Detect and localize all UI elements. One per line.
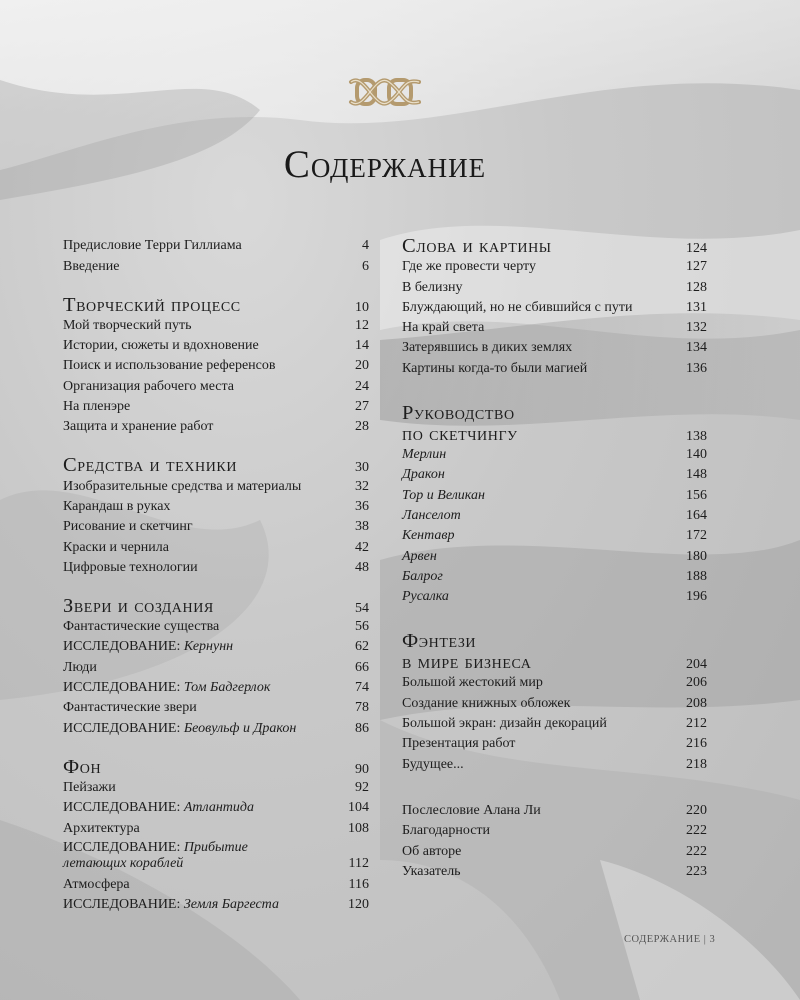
toc-section-words-pictures <box>402 236 707 379</box>
toc-entry: Балрог 188 <box>402 568 707 584</box>
toc-entry: Краски и чернила 42 <box>63 539 369 555</box>
toc-section-media-techniques <box>63 455 369 577</box>
toc-entry: Создание книжных обложек 208 <box>402 695 707 711</box>
section-heading-line2: в мире бизнеса 204 <box>402 651 707 674</box>
section-heading-line1: Руководство <box>402 401 515 424</box>
toc-entry: Защита и хранение работ 28 <box>63 419 369 435</box>
toc-entry: Указатель 223 <box>402 863 707 879</box>
toc-entry: Фантастические существа 56 <box>63 619 369 635</box>
section-heading: Средства и техники 30 <box>63 454 369 477</box>
toc-section-sketching-guide <box>402 403 707 607</box>
toc-entry: Большой жестокий мир 206 <box>402 675 707 691</box>
toc-entry: Презентация работ 216 <box>402 736 707 752</box>
toc-entry: Где же провести черту 127 <box>402 259 707 275</box>
section-heading: Творческий процесс 10 <box>63 293 369 316</box>
page-footer: СОДЕРЖАНИЕ | 3 <box>624 934 716 945</box>
toc-entry: В белизну 128 <box>402 279 707 295</box>
toc-intro <box>63 236 369 277</box>
toc-entry: Введение 6 <box>63 258 369 274</box>
toc-entry: ИССЛЕДОВАНИЕ: Беовульф и Дракон 86 <box>63 720 369 736</box>
toc-section-creative-process <box>63 295 369 438</box>
toc-entry: Мой творческий путь 12 <box>63 317 369 333</box>
section-heading-line1: Фэнтези <box>402 630 477 653</box>
toc-section-beasts-creatures <box>63 596 369 739</box>
toc-entry: Карандаш в руках 36 <box>63 498 369 514</box>
toc-entry: Пейзажи 92 <box>63 779 369 795</box>
toc-entry: На край света 132 <box>402 320 707 336</box>
toc-entry: Рисование и скетчинг 38 <box>63 519 369 535</box>
toc-entry: Арвен 180 <box>402 548 707 564</box>
toc-entry: Изобразительные средства и материалы 32 <box>63 478 369 494</box>
toc-entry: Организация рабочего места 24 <box>63 378 369 394</box>
toc-entry: Затерявшись в диких землях 134 <box>402 340 707 356</box>
toc-entry: Дракон 148 <box>402 467 707 483</box>
toc-right-column <box>402 236 707 900</box>
toc-section-fantasy-business <box>402 631 707 774</box>
toc-entry: Блуждающий, но не сбившийся с пути 131 <box>402 299 707 315</box>
celtic-knot-icon <box>345 70 425 114</box>
toc-entry: ИССЛЕДОВАНИЕ: Кернунн 62 <box>63 639 369 655</box>
section-heading-line2: по скетчингу 138 <box>402 422 707 445</box>
toc-entry: ИССЛЕДОВАНИЕ: Том Бадгерлок 74 <box>63 680 369 696</box>
toc-entry: Мерлин 140 <box>402 447 707 463</box>
toc-entry: Архитектура 108 <box>63 820 369 836</box>
toc-entry: Будущее... 218 <box>402 756 707 772</box>
toc-entry: Благодарности 222 <box>402 823 707 839</box>
section-heading: Фон 90 <box>63 755 369 778</box>
toc-entry-multiline: ИССЛЕДОВАНИЕ: Прибытие летающих кораблей 112 <box>63 839 369 871</box>
toc-entry: Цифровые технологии 48 <box>63 559 369 575</box>
toc-entry: Предисловие Терри Гиллиама 4 <box>63 238 369 254</box>
toc-entry: Ланселот 164 <box>402 507 707 523</box>
toc-entry: Атмосфера 116 <box>63 876 369 892</box>
toc-entry: Поиск и использование референсов 20 <box>63 358 369 374</box>
toc-entry: Русалка 196 <box>402 589 707 605</box>
page-title: Содержание <box>283 143 487 186</box>
toc-entry: Картины когда-то были магией 136 <box>402 360 707 376</box>
toc-entry: Послесловие Алана Ли 220 <box>402 802 707 818</box>
toc-entry: ИССЛЕДОВАНИЕ: Земля Баргеста 120 <box>63 897 369 913</box>
toc-entry: На пленэре 27 <box>63 399 369 415</box>
toc-entry: Кентавр 172 <box>402 528 707 544</box>
section-heading: Слова и картины 124 <box>402 235 707 257</box>
toc-entry: Об авторе 222 <box>402 843 707 859</box>
section-heading: Звери и создания 54 <box>63 594 369 617</box>
toc-entry: Люди 66 <box>63 659 369 675</box>
toc-left-column <box>63 236 369 933</box>
toc-entry: ИССЛЕДОВАНИЕ: Атлантида 104 <box>63 800 369 816</box>
toc-section-background <box>63 757 369 915</box>
toc-entry: Тор и Великан 156 <box>402 487 707 503</box>
toc-entry: Истории, сюжеты и вдохновение 14 <box>63 338 369 354</box>
toc-entry: Фантастические звери 78 <box>63 700 369 716</box>
toc-entry: Большой экран: дизайн декораций 212 <box>402 716 707 732</box>
toc-closing <box>402 801 707 882</box>
